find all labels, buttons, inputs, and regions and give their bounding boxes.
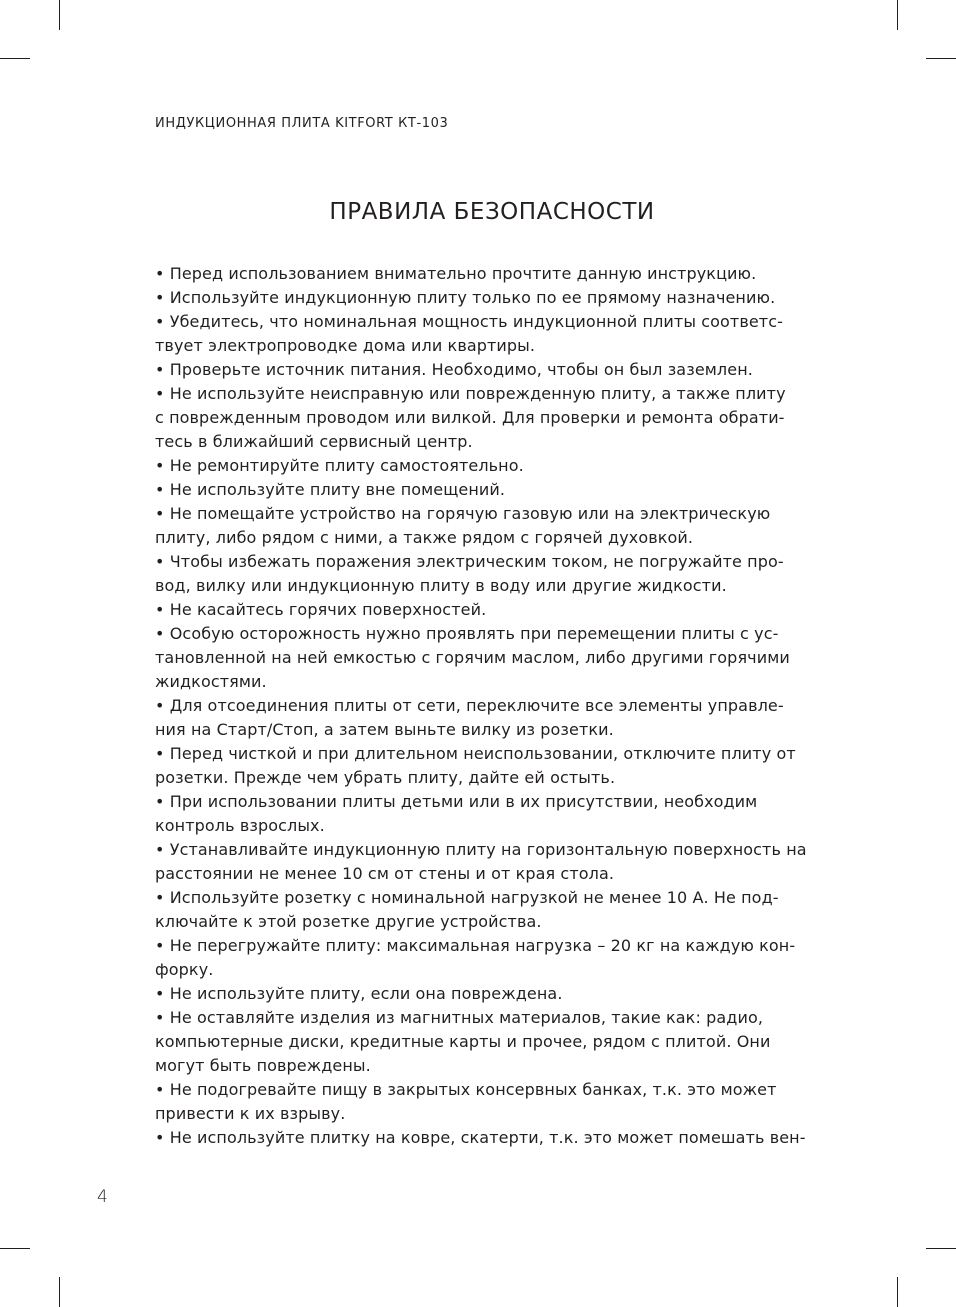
crop-mark [926,58,956,59]
crop-mark [0,58,30,59]
safety-rule-item [155,550,845,598]
safety-rule-item [155,454,845,478]
safety-rule-text: • Перед использованием внимательно прочтите данную инструкцию. [155,264,757,283]
safety-rule-item [155,1006,845,1078]
safety-rule-text: • Особую осторожность нужно проявлять при перемещении плиты с ус- [155,624,779,643]
safety-rule-text: • Убедитесь, что номинальная мощность индукционной плиты соответс- [155,312,783,331]
safety-rule-text: • Не используйте плитку на ковре, скатерти, т.к. это может помешать вен- [155,1128,806,1147]
safety-rule-text: тановленной на ней емкостью с горячим маслом, либо другими горячими [155,648,790,667]
safety-rule-item [155,838,845,886]
safety-rule-text: • Не помещайте устройство на горячую газовую или на электрическую [155,504,771,523]
safety-rule-item [155,382,845,454]
safety-rule-text: • Проверьте источник питания. Необходимо, чтобы он был заземлен. [155,360,753,379]
safety-rule-text: • Перед чисткой и при длительном неиспользовании, отключите плиту от [155,744,796,763]
safety-rule-text: • При использовании плиты детьми или в их присутствии, необходим [155,792,758,811]
safety-rule-text: жидкостями. [155,672,267,691]
safety-rule-item [155,790,845,838]
safety-rule-text: • Не перегружайте плиту: максимальная нагрузка – 20 кг на каждую кон- [155,936,796,955]
safety-rule-item [155,358,845,382]
safety-rule-text: • Не подогревайте пищу в закрытых консервных банках, т.к. это может [155,1080,777,1099]
safety-rule-text: • Для отсоединения плиты от сети, переключите все элементы управле- [155,696,784,715]
safety-rule-text: плиту, либо рядом с ними, а также рядом с горячей духовкой. [155,528,694,547]
safety-rule-text: • Не используйте неисправную или поврежденную плиту, а также плиту [155,384,786,403]
safety-rule-item [155,934,845,982]
safety-rule-text: форку. [155,960,214,979]
safety-rule-text: • Используйте индукционную плиту только по ее прямому назначению. [155,288,776,307]
safety-rule-item [155,1078,845,1126]
crop-mark [0,1248,30,1249]
safety-rule-item [155,742,845,790]
safety-rule-item [155,598,845,622]
crop-mark [897,1277,898,1307]
safety-rule-text: контроль взрослых. [155,816,325,835]
safety-rule-text: • Не ремонтируйте плиту самостоятельно. [155,456,524,475]
safety-rule-text: с поврежденным проводом или вилкой. Для проверки и ремонта обрати- [155,408,785,427]
safety-rule-text: вод, вилку или индукционную плиту в воду или другие жидкости. [155,576,727,595]
safety-rule-text: тесь в ближайший сервисный центр. [155,432,473,451]
safety-rule-item [155,262,845,286]
safety-rule-text: ключайте к этой розетке другие устройства. [155,912,542,931]
safety-rule-text: • Используйте розетку с номинальной нагрузкой не менее 10 А. Не под- [155,888,779,907]
safety-rule-text: • Не касайтесь горячих поверхностей. [155,600,487,619]
page-title: ПРАВИЛА БЕЗОПАСНОСТИ [329,199,655,225]
safety-rule-text: твует электропроводке дома или квартиры. [155,336,536,355]
running-header: ИНДУКЦИОННАЯ ПЛИТА KITFORT КТ-103 [155,116,449,131]
safety-rule-item [155,502,845,550]
safety-rule-item [155,694,845,742]
safety-rule-item [155,1126,845,1150]
safety-rule-text: привести к их взрыву. [155,1104,346,1123]
safety-rule-text: • Не оставляйте изделия из магнитных материалов, такие как: радио, [155,1008,764,1027]
safety-rule-text: • Устанавливайте индукционную плиту на горизонтальную поверхность на [155,840,807,859]
safety-rule-text: • Не используйте плиту вне помещений. [155,480,506,499]
safety-rule-text: • Не используйте плиту, если она повреждена. [155,984,563,1003]
safety-rule-text: ния на Старт/Стоп, а затем выньте вилку из розетки. [155,720,614,739]
safety-rule-text: розетки. Прежде чем убрать плиту, дайте ей остыть. [155,768,616,787]
safety-rule-item [155,982,845,1006]
page-number: 4 [97,1187,108,1207]
safety-rule-item [155,478,845,502]
safety-rule-text: компьютерные диски, кредитные карты и прочее, рядом с плитой. Они [155,1032,771,1051]
safety-rule-text: расстоянии не менее 10 см от стены и от края стола. [155,864,615,883]
safety-rules-list [155,262,845,1150]
crop-mark [897,0,898,30]
safety-rule-item [155,886,845,934]
crop-mark [59,0,60,30]
safety-rule-item [155,622,845,694]
safety-rule-text: • Чтобы избежать поражения электрическим током, не погружайте про- [155,552,784,571]
crop-mark [926,1248,956,1249]
safety-rule-item [155,286,845,310]
crop-mark [59,1277,60,1307]
safety-rule-item [155,310,845,358]
safety-rule-text: могут быть повреждены. [155,1056,371,1075]
